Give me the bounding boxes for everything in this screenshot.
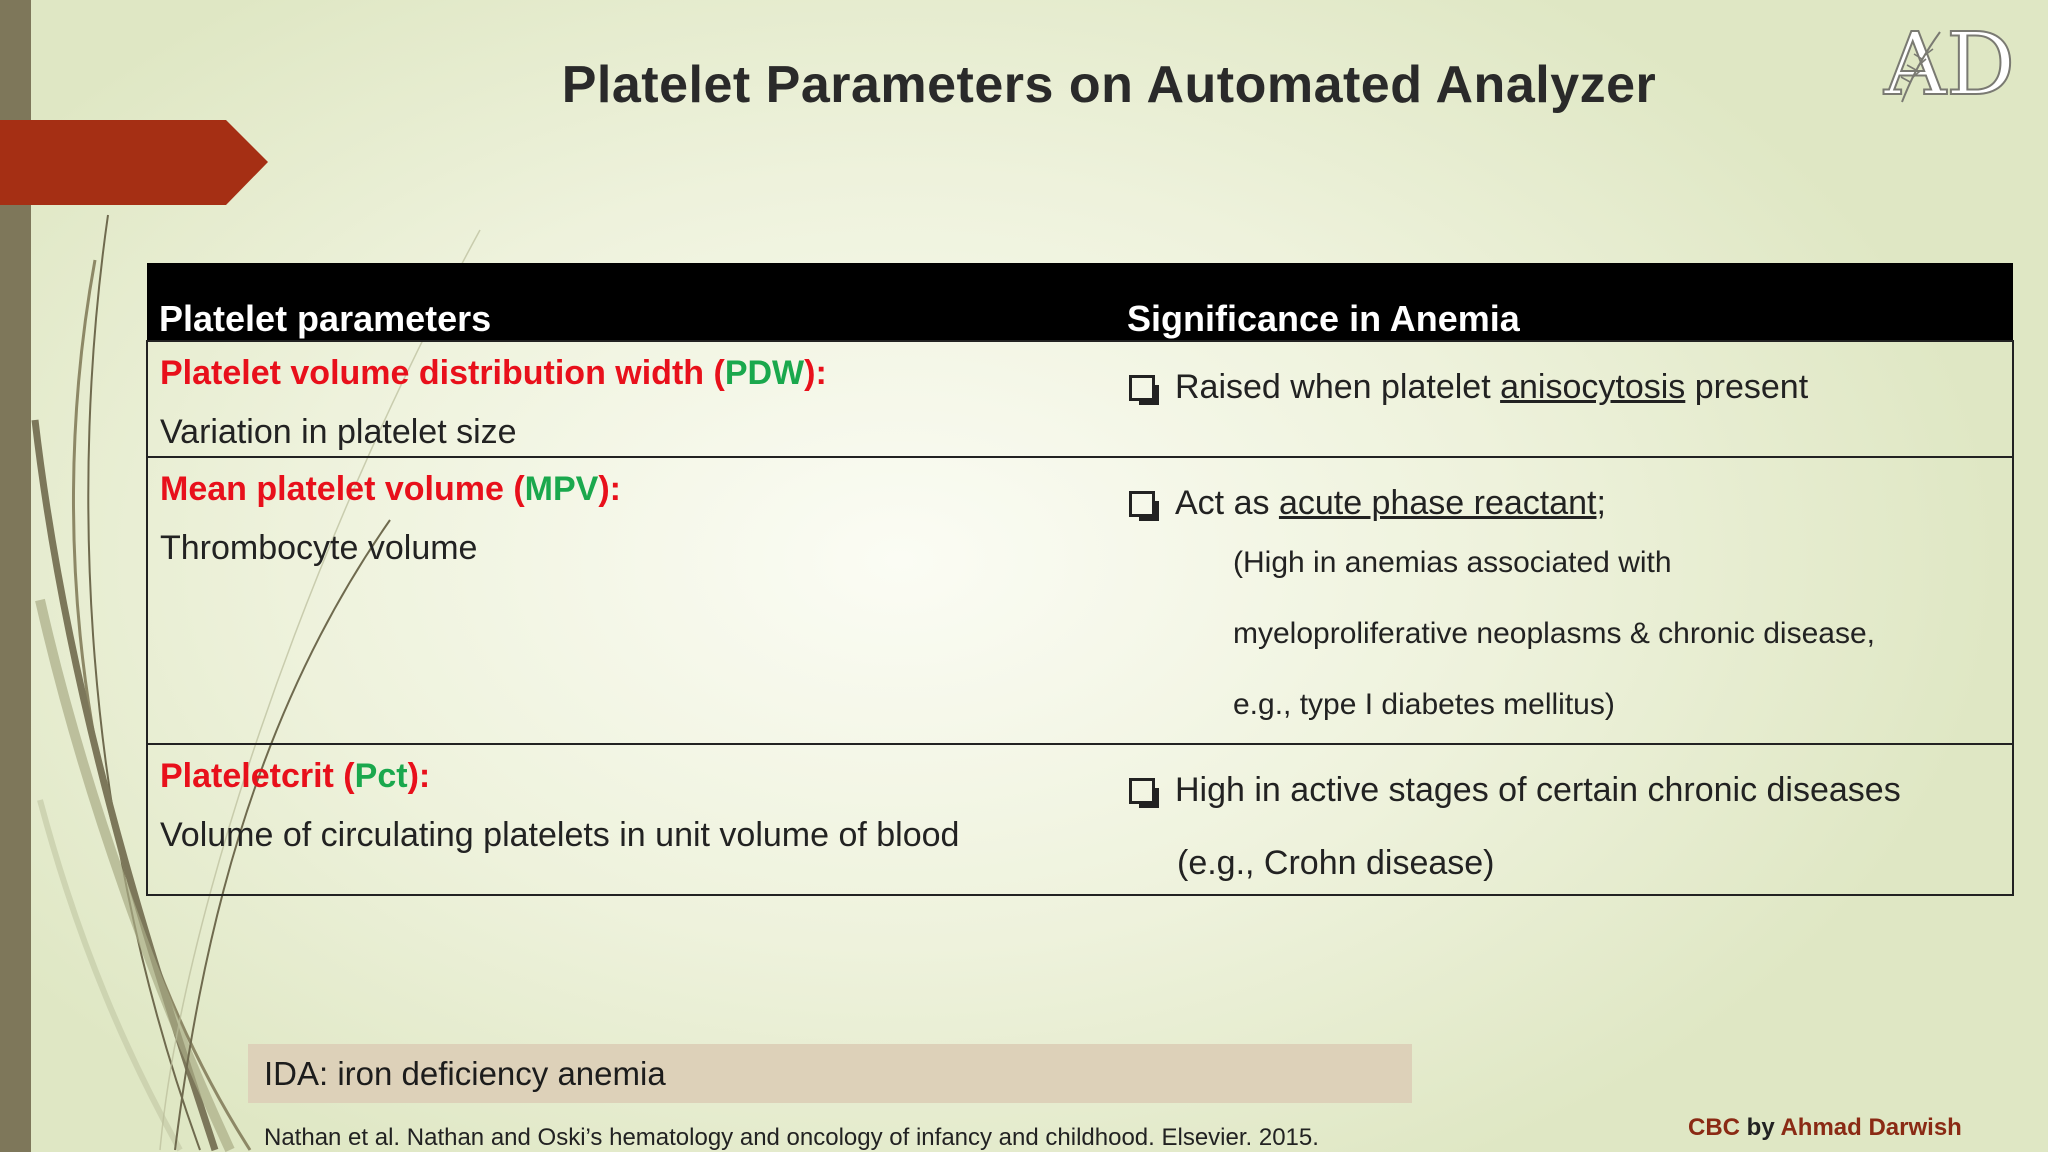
- column-header: Significance in Anemia: [1115, 263, 2013, 341]
- parameter-cell: [147, 457, 1115, 744]
- parameter-cell: [147, 341, 1115, 457]
- parameter-abbreviation: Pct: [354, 757, 408, 795]
- reference-citation: Nathan et al. Nathan and Oski’s hematology and oncology of infancy and childhood. Elsevier. 2015.: [264, 1124, 1319, 1151]
- parameter-name: Platelet volume distribution width (PDW):: [160, 354, 827, 392]
- parameter-abbreviation: MPV: [524, 470, 599, 508]
- parameter-description: Thrombocyte volume: [160, 529, 478, 567]
- parameter-abbreviation: PDW: [724, 354, 805, 392]
- significance-detail: e.g., type I diabetes mellitus): [1233, 688, 1615, 721]
- parameter-description: Volume of circulating platelets in unit volume of blood: [160, 816, 960, 854]
- significance-item: High in active stages of certain chronic diseases: [1127, 771, 2012, 810]
- checkbox-bullet-icon: [1129, 778, 1155, 804]
- significance-item: Raised when platelet anisocytosis present: [1127, 368, 2012, 407]
- svg-text:AD: AD: [1884, 18, 2016, 108]
- column-header: Platelet parameters: [147, 263, 1115, 341]
- checkbox-bullet-icon: [1129, 375, 1155, 401]
- checkbox-bullet-icon: [1129, 491, 1155, 517]
- parameter-name: Plateletcrit (Pct):: [160, 757, 431, 795]
- significance-cell: [1115, 341, 2013, 457]
- arrow-banner: [0, 120, 268, 205]
- significance-detail: myeloproliferative neoplasms & chronic disease,: [1233, 617, 1875, 650]
- author-brand: CBC by Ahmad Darwish: [1688, 1114, 1962, 1141]
- table-row: [147, 744, 2013, 895]
- table-row: [147, 457, 2013, 744]
- parameter-description: Variation in platelet size: [160, 413, 517, 451]
- abbreviation-note: IDA: iron deficiency anemia: [248, 1044, 1412, 1103]
- parameter-name: Mean platelet volume (MPV):: [160, 470, 621, 508]
- slide-title: Platelet Parameters on Automated Analyzer: [561, 56, 1657, 114]
- significance-cell: [1115, 457, 2013, 744]
- parameter-cell: [147, 744, 1115, 895]
- table-header-row: [147, 263, 2013, 341]
- significance-detail: (High in anemias associated with: [1233, 546, 1672, 579]
- platelet-parameters-table: [146, 263, 2014, 896]
- significance-item: Act as acute phase reactant;: [1127, 484, 2012, 523]
- significance-cell: [1115, 744, 2013, 895]
- table-row: [147, 341, 2013, 457]
- significance-detail: (e.g., Crohn disease): [1177, 844, 1495, 882]
